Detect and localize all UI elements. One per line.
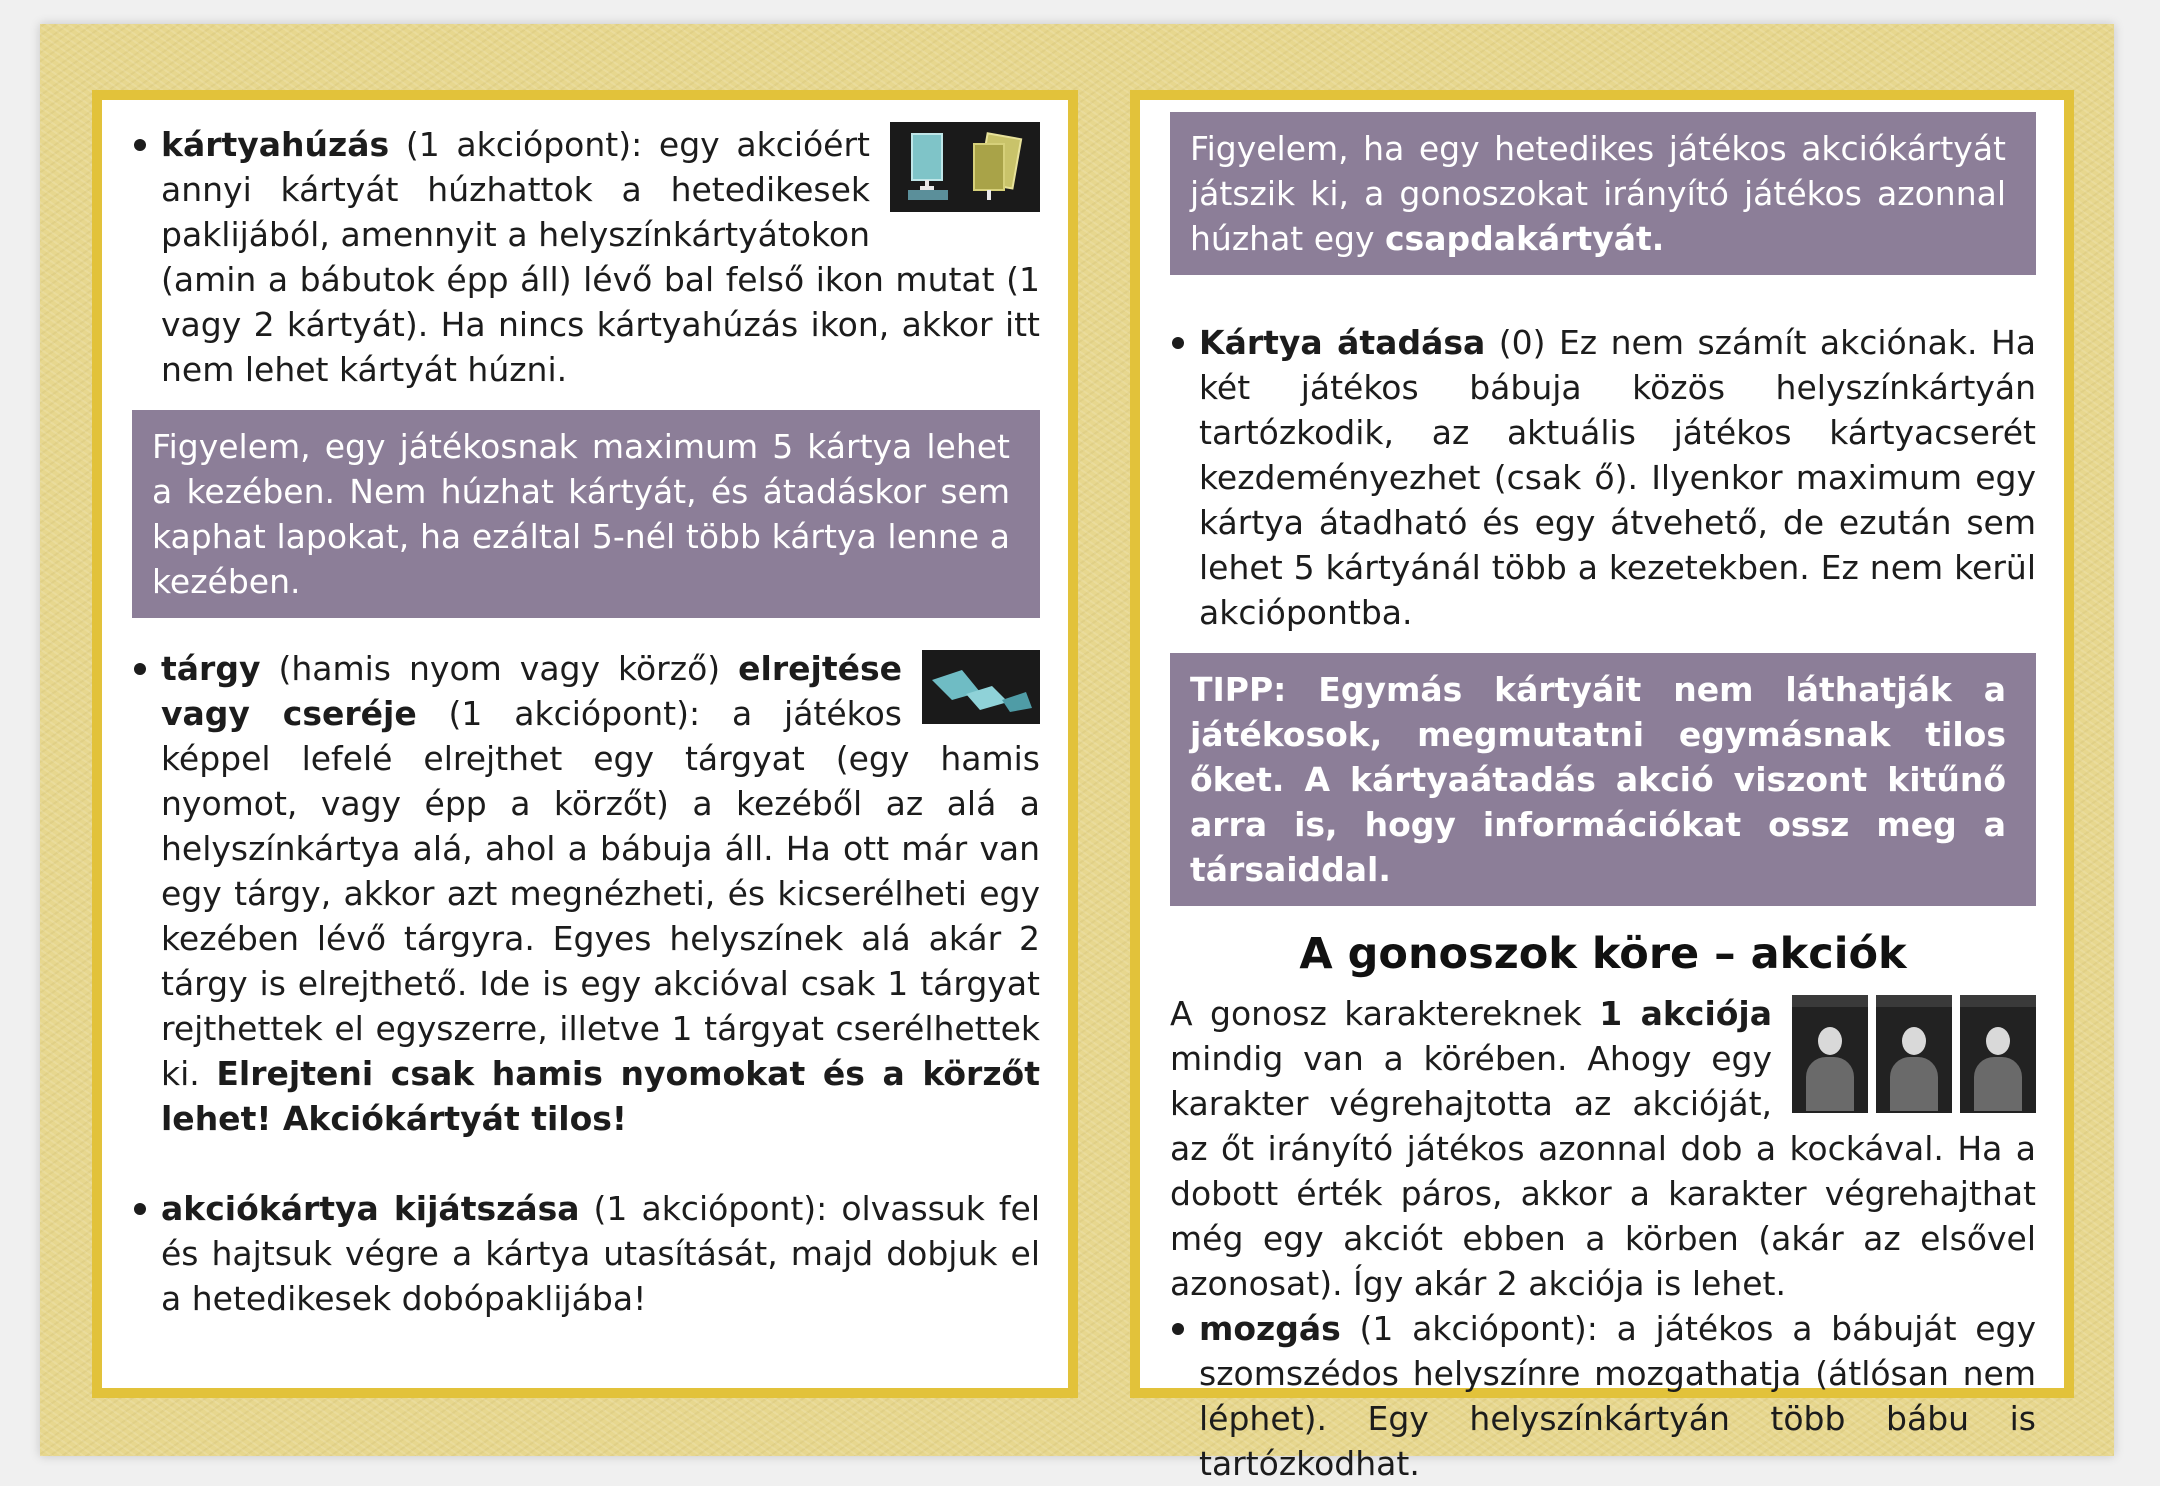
play-card-action-term: akciókártya kijátszása xyxy=(161,1189,580,1228)
villain-card-3 xyxy=(1960,995,2036,1113)
left-column xyxy=(92,90,1078,1398)
tip-box-text: TIPP: Egymás kártyáit nem láthatják a játékosok, megmutatni egymásnak tilos őket. A kártyaátadás akció viszont kitűnő arra is, hogy információkat ossz meg a társaiddal. xyxy=(1190,670,2006,889)
hand-limit-note-text: Figyelem, egy játékosnak maximum 5 kártya lehet a kezében. Nem húzhat kártyát, és átadáskor sem kaphat lapokat, ha ezáltal 5-nél több kártya lenne a kezében. xyxy=(152,427,1010,601)
trap-card-note-text: Figyelem, ha egy hetedikes játékos akciókártyát játszik ki, a gonoszokat irányító játékos azonnal húzhat egy xyxy=(1190,129,2006,258)
tip-box xyxy=(1170,653,2036,906)
move-action-item xyxy=(1170,1306,2036,1486)
rulebook-spread xyxy=(40,24,2114,1483)
bullet-dot xyxy=(134,139,146,151)
bullet-dot xyxy=(1172,1323,1184,1335)
play-card-action-item xyxy=(132,1186,1040,1321)
villain-body xyxy=(1806,1057,1854,1111)
villain-cards-icon xyxy=(1792,995,2036,1113)
move-action-term: mozgás xyxy=(1199,1309,1341,1348)
move-action-text: (1 akciópont): a játékos a bábuját egy szomszédos helyszínre mozgathatja (átlósan nem léphet). Egy helyszínkártyán több bábu is tartózkodhat. xyxy=(1199,1309,2036,1483)
card-give-item xyxy=(1170,320,2036,635)
hide-action-text-1: (hamis nyom vagy körző) xyxy=(260,649,739,688)
villain-head xyxy=(1902,1027,1926,1055)
card-give-term: Kártya átadása xyxy=(1199,323,1486,362)
villain-intro-bold: 1 akciója xyxy=(1599,994,1773,1033)
right-column-content xyxy=(1170,112,2036,1483)
draw-action-term: kártyahúzás xyxy=(161,125,390,164)
bullet-dot xyxy=(134,663,146,675)
villain-body xyxy=(1974,1057,2022,1111)
villain-intro-a: A gonosz karaktereknek xyxy=(1170,994,1600,1033)
bullet-dot xyxy=(1172,337,1184,349)
hide-action-term-item: tárgy xyxy=(161,649,261,688)
section-heading: A gonoszok köre – akciók xyxy=(1299,929,1907,979)
trap-card-note xyxy=(1170,112,2036,275)
draw-action-text: (1 akciópont): egy akcióért annyi kártyát húzhattok a hetedikesek paklijából, amennyit a helyszínkártyátokon (amin a bábutok épp áll) lévő bal felső ikon mutat (1 vagy 2 kártyát). Ha nincs kártyahúzás ikon, akkor itt nem lehet kártyát húzni. xyxy=(161,125,1040,389)
villain-intro-b: mindig van a körében. Ahogy egy karakter végrehajtotta az akcióját, az őt irányító játékos azonnal dob a kockával. Ha a dobott érték páros, akkor a karakter végrehajthat még egy akciót ebben a körben (akár az elsővel azonosat). Így akár 2 akciója is lehet. xyxy=(1170,1039,2036,1303)
right-column xyxy=(1130,90,2074,1483)
hand-limit-note xyxy=(132,410,1040,618)
hide-action-term-hide: elrejtése vagy cseréje xyxy=(161,649,902,733)
play-card-action-text: (1 akciópont): olvassuk fel és hajtsuk végre a kártya utasítását, majd dobjuk el a hetedikesek dobópaklijába! xyxy=(161,1189,1040,1318)
villain-body xyxy=(1890,1057,1938,1111)
hide-action-warning: Elrejteni csak hamis nyomokat és a körzőt lehet! Akciókártyát tilos! xyxy=(161,1054,1040,1138)
card-give-text: (0) Ez nem számít akciónak. Ha két játékos bábuja közös helyszínkártyán tartózkodik, az aktuális játékos kártyacserét kezdeményezhet (csak ő). Ilyenkor maximum egy kártya átadható és egy átvehető, de ezután sem lehet 5 kártyánál több a kezetekben. Ez nem kerül akciópontba. xyxy=(1199,323,2036,632)
villain-head xyxy=(1818,1027,1842,1055)
draw-action-item xyxy=(132,122,1040,392)
villain-card-2 xyxy=(1876,995,1952,1113)
villain-head xyxy=(1986,1027,2010,1055)
bullet-dot xyxy=(134,1203,146,1215)
hide-action-item xyxy=(132,646,1040,1141)
villain-card-1 xyxy=(1792,995,1868,1113)
left-column-content xyxy=(132,122,1040,1368)
trap-card-note-bold: csapdakártyát. xyxy=(1385,219,1665,258)
hide-action-text-2: (1 akciópont): a játékos képpel lefelé elrejthet egy tárgyat (egy hamis nyomot, vagy épp a körzőt) a kezéből az alá a helyszínkártya alá, ahol a bábuja áll. Ha ott már van egy tárgy, akkor azt megnézheti, és kicserélheti egy kezében lévő tárgyra. Egyes helyszínek alá akár 2 tárgy is elrejthető. Ide is egy akcióval csak 1 tárgyat rejthettek el egyszerre, illetve 1 tárgyat cserélhettek ki. xyxy=(161,694,1040,1093)
